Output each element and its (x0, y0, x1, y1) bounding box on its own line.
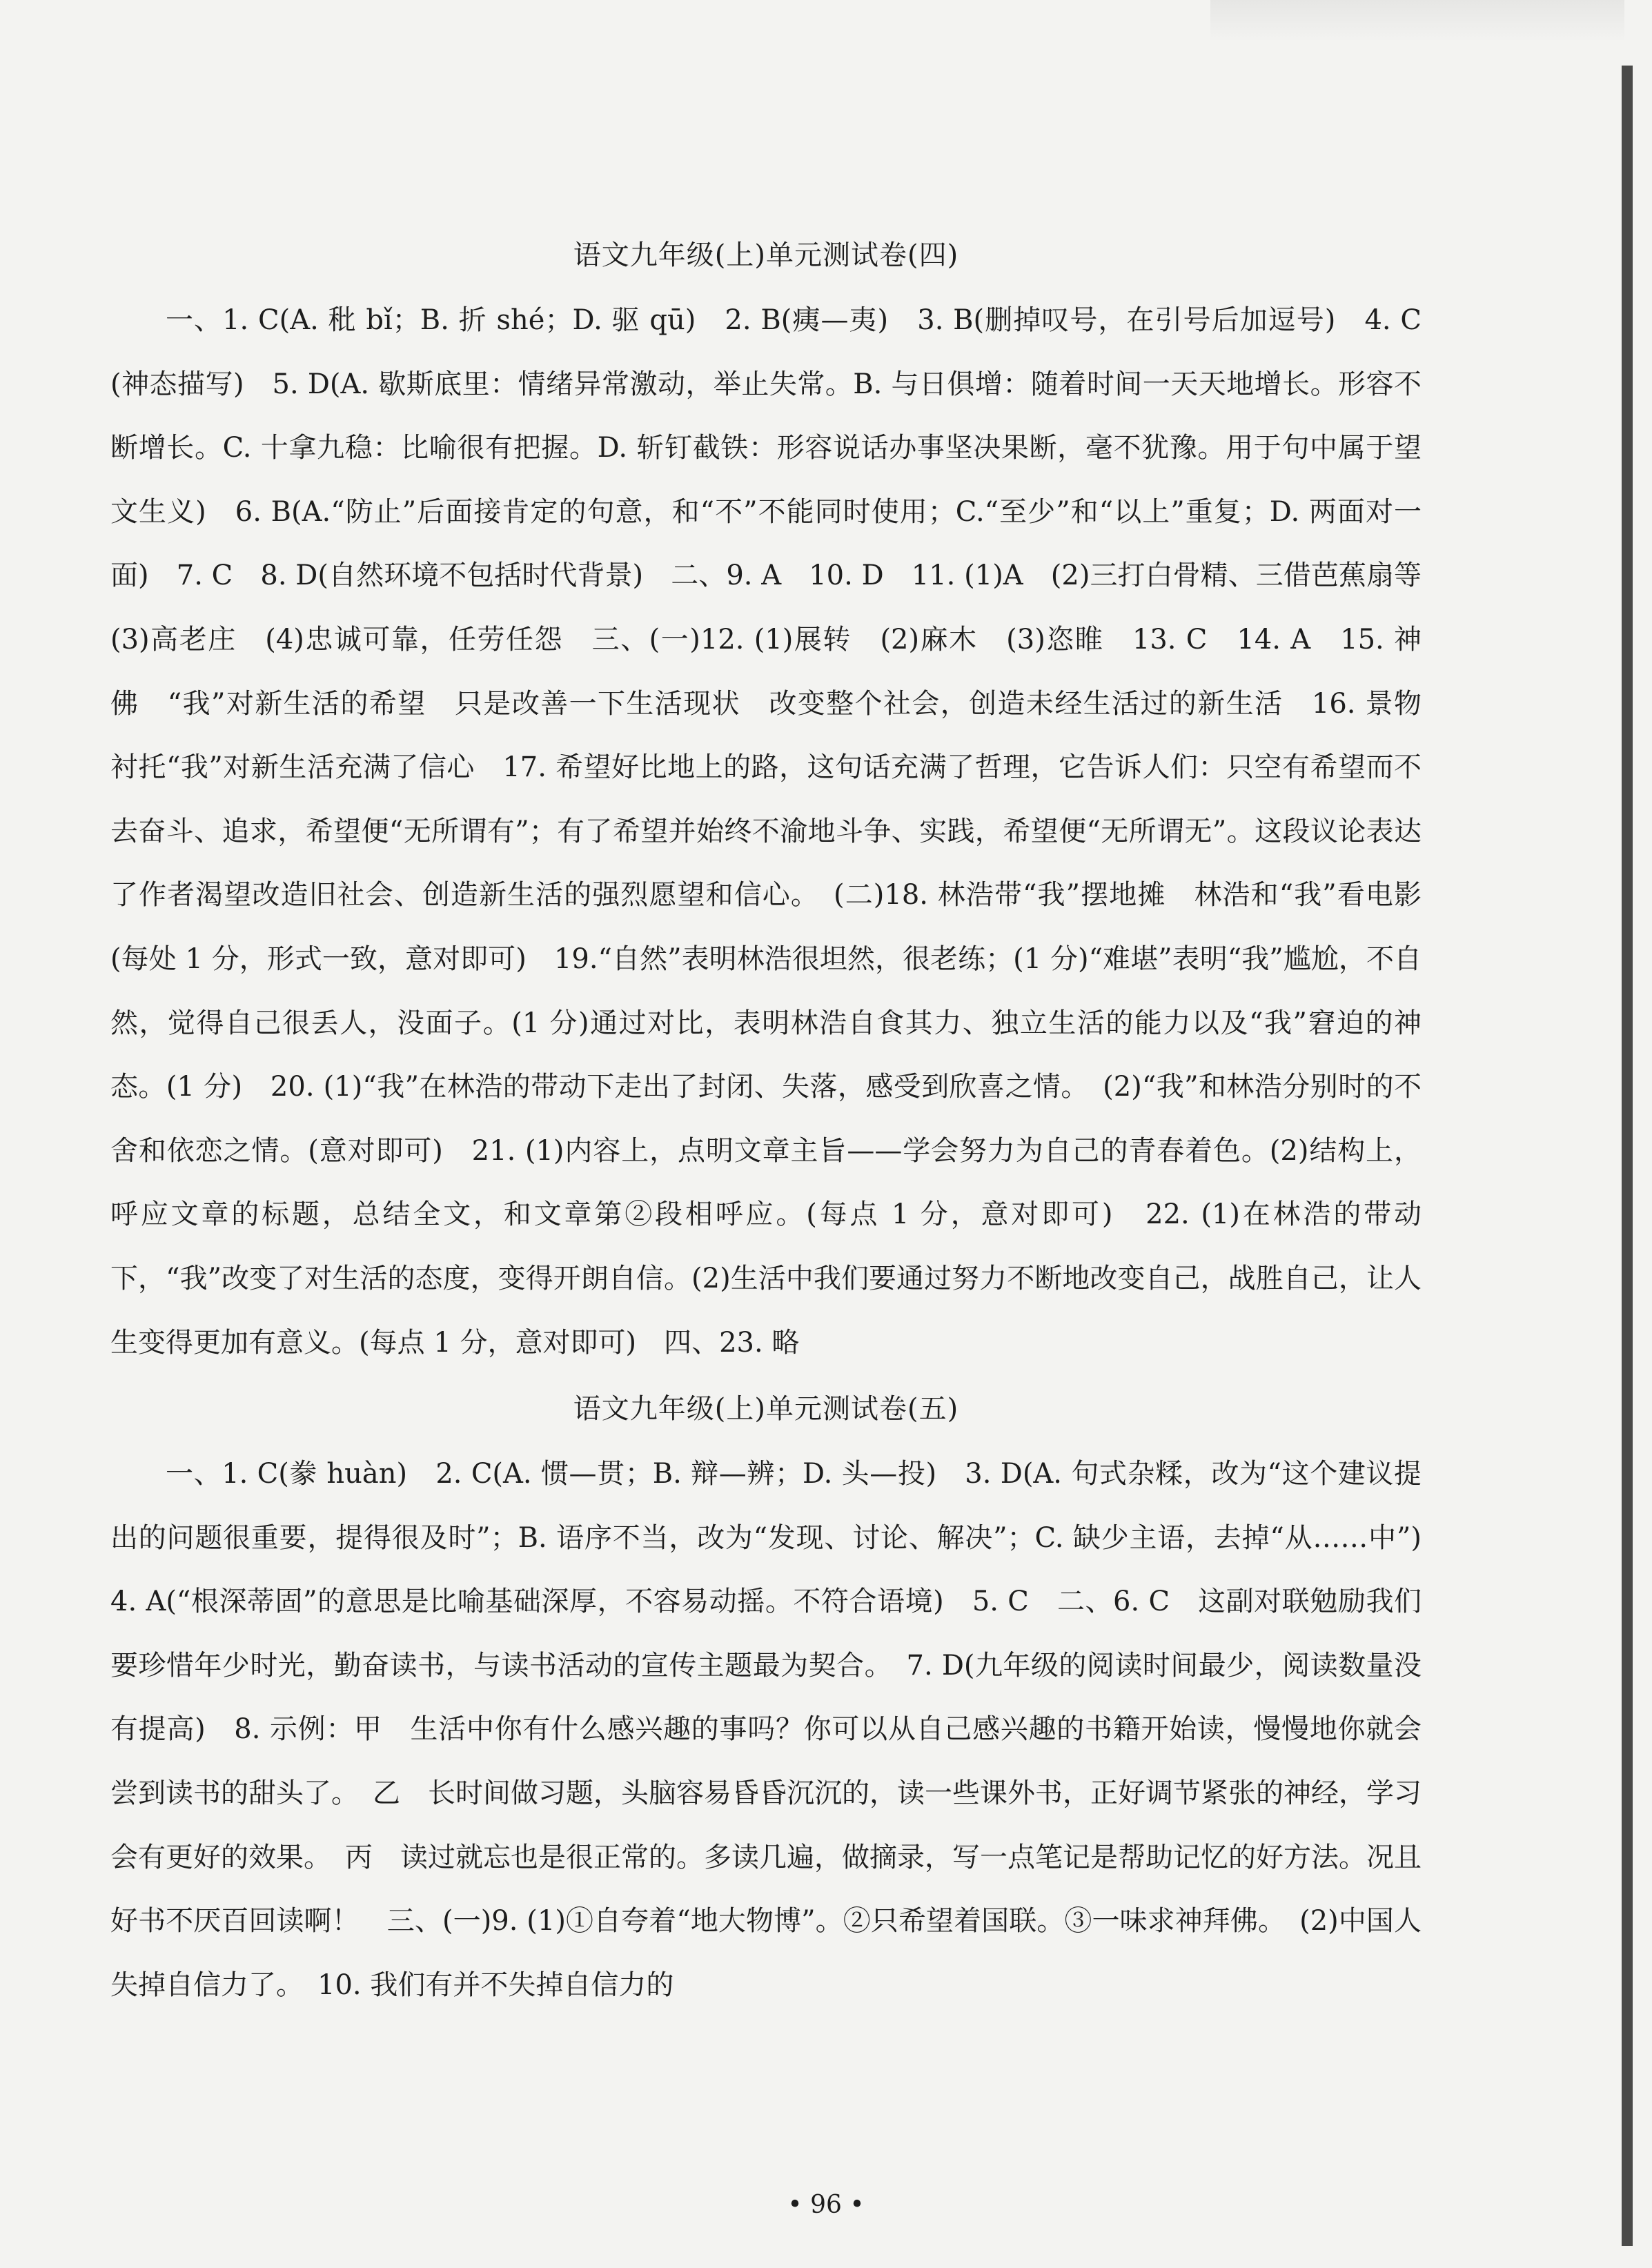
page-number: • 96 • (787, 2191, 865, 2219)
document-body (110, 235, 1449, 2031)
section-title-5: 语文九年级(上)单元测试卷(五) (573, 1393, 959, 1426)
scan-shadow (1210, 0, 1624, 41)
answer-paragraph-4: 一、1. C(A. 秕 bǐ；B. 折 shé；D. 驱 qū) 2. B(痍—夷) 3. B(删掉叹号，在引号后加逗号) 4. C(神态描写) 5. D(A. 歇斯底里：情绪异常激动，举止失常。B. 与日俱增：随着时间一天天地增长。形容不断增长。C. 十拿九稳：比喻很有把握。D. 斩钉截铁：形容说话办事坚决果断，毫不犹豫。用于句中属于望文生义) 6. B(A.“防止”后面接肯定的句意，和“不”不能同时使用；C.“至少”和“以上”重复；D. 两面对一面) 7. C 8. D(自然环境不包括时代背景) 二、9. A 10. D 11. (1)A (2)三打白骨精、三借芭蕉扇等 (3)高老庄 (4)忠诚可靠，任劳任怨 三、(一)12. (1)展转 (2)麻木 (3)恣睢 13. C 14. A 15. 神佛 “我”对新生活的希望 只是改善一下生活现状 改变整个社会，创造未经生活过的新生活 16. 景物 衬托“我”对新生活充满了信心 17. 希望好比地上的路，这句话充满了哲理，它告诉人们：只空有希望而不去奋斗、追求，希望便“无所谓有”；有了希望并始终不渝地斗争、实践，希望便“无所谓无”。这段议论表达了作者渴望改造旧社会、创造新生活的强烈愿望和信心。 (二)18. 林浩带“我”摆地摊 林浩和“我”看电影(每处 1 分，形式一致，意对即可) 19.“自然”表明林浩很坦然，很老练；(1 分)“难堪”表明“我”尴尬，不自然，觉得自己很丢人，没面子。(1 分)通过对比，表明林浩自食其力、独立生活的能力以及“我”窘迫的神态。(1 分) 20. (1)“我”在林浩的带动下走出了封闭、失落，感受到欣喜之情。 (2)“我”和林浩分别时的不舍和依恋之情。(意对即可) 21. (1)内容上，点明文章主旨——学会努力为自己的青春着色。(2)结构上，呼应文章的标题，总结全文，和文章第②段相呼应。(每点 1 分，意对即可) 22. (1)在林浩的带动下，“我”改变了对生活的态度，变得开朗自信。(2)生活中我们要通过努力不断地改变自己，战胜自己，让人生变得更加有意义。(每点 1 分，意对即可) 四、23. 略 (110, 304, 1449, 1359)
binding-edge (1622, 66, 1633, 2246)
section-title-4: 语文九年级(上)单元测试卷(四) (573, 239, 959, 271)
answer-paragraph-5: 一、1. C(豢 huàn) 2. C(A. 惯—贯；B. 辩—辨；D. 头—投) 3. D(A. 句式杂糅，改为“这个建议提出的问题很重要，提得很及时”；B. 语序不当，改为“发现、讨论、解决”；C. 缺少主语，去掉“从……中”) 4. A(“根深蒂固”的意思是比喻基础深厚，不容易动摇。不符合语境) 5. C 二、6. C 这副对联勉励我们要珍惜年少时光，勤奋读书，与读书活动的宣传主题最为契合。 7. D(九年级的阅读时间最少，阅读数量没有提高) 8. 示例：甲 生活中你有什么感兴趣的事吗？你可以从自己感兴趣的书籍开始读，慢慢地你就会尝到读书的甜头了。 乙 长时间做习题，头脑容易昏昏沉沉的，读一些课外书，正好调节紧张的神经，学习会有更好的效果。 丙 读过就忘也是很正常的。多读几遍，做摘录，写一点笔记是帮助记忆的好方法。况且好书不厌百回读啊！ 三、(一)9. (1)①自夸着“地大物博”。②只希望着国联。③一味求神拜佛。 (2)中国人失掉自信力了。 10. 我们有并不失掉自信力的 (110, 1458, 1449, 2001)
